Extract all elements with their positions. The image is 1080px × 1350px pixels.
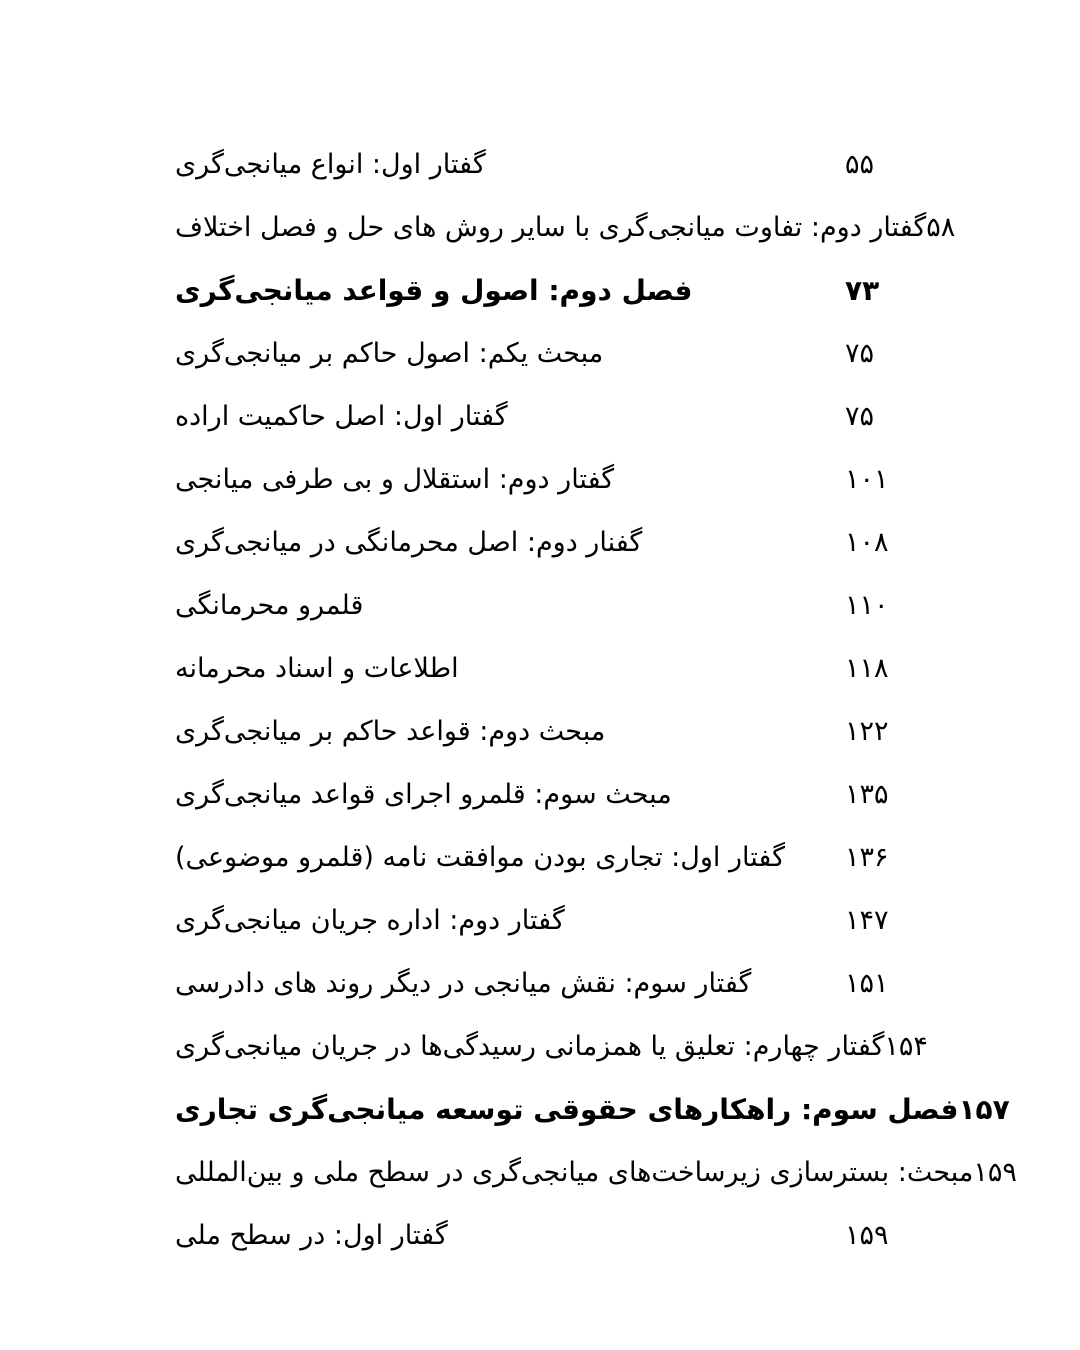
toc-entry-row[interactable] (175, 700, 915, 763)
toc-entry-row[interactable] (175, 1204, 915, 1267)
toc-entry-row[interactable] (175, 1141, 1017, 1204)
toc-entry-title: گفتار اول: انواع میانجی‌گری (175, 149, 486, 180)
toc-entry-page-number: ۱۱۰ (845, 590, 889, 621)
toc-entry-page-number: ۱۰۸ (845, 527, 889, 558)
toc-entry-title: فصل سوم: راهکارهای حقوقی توسعه میانجی‌گری تجاری (175, 1093, 959, 1126)
toc-entry-row[interactable] (175, 637, 915, 700)
toc-entry-title: اطلاعات و اسناد محرمانه (175, 653, 459, 684)
toc-chapter-row[interactable] (175, 259, 915, 322)
toc-entry-title: گفتار دوم: اداره جریان میانجی‌گری (175, 905, 565, 936)
toc-entry-page-number: ۱۵۹ (973, 1157, 1017, 1188)
toc-entry-page-number: ۱۵۷ (958, 1093, 1010, 1126)
toc-entry-title: مبحث سوم: قلمرو اجرای قواعد میانجی‌گری (175, 779, 672, 810)
toc-entry-title: گفتار اول: تجاری بودن موافقت نامه (قلمرو موضوعی) (175, 842, 785, 873)
toc-entry-row[interactable] (175, 448, 915, 511)
toc-entry-title: مبحث: بسترسازی زیرساخت‌های میانجی‌گری در سطح ملی و بین‌المللی (175, 1157, 974, 1188)
toc-entry-title: گفتار اول: اصل حاکمیت اراده (175, 401, 508, 432)
toc-entry-page-number: ۷۵ (845, 338, 875, 369)
toc-entry-title: گفنار دوم: اصل محرمانگی در میانجی‌گری (175, 527, 643, 558)
toc-entry-row[interactable] (175, 889, 915, 952)
toc-entry-title: گفتار دوم: تفاوت میانجی‌گری با سایر روش های حل و فصل اختلاف (175, 212, 927, 243)
toc-entry-row[interactable] (175, 826, 915, 889)
toc-entry-title: گفتار دوم: استقلال و بی طرفی میانجی (175, 464, 615, 495)
toc-entry-row[interactable] (175, 196, 956, 259)
toc-entry-row[interactable] (175, 763, 915, 826)
table-of-contents-list (0, 133, 1080, 1267)
toc-entry-row[interactable] (175, 1015, 928, 1078)
toc-entry-page-number: ۵۵ (845, 149, 875, 180)
toc-entry-page-number: ۱۰۱ (845, 464, 889, 495)
toc-entry-title: مبحث دوم: قواعد حاکم بر میانجی‌گری (175, 716, 606, 747)
toc-entry-page-number: ۱۳۵ (845, 779, 889, 810)
toc-entry-title: گفتار اول: در سطح ملی (175, 1220, 448, 1251)
toc-entry-page-number: ۱۵۴ (884, 1031, 928, 1062)
toc-entry-page-number: ۱۴۷ (845, 905, 889, 936)
toc-chapter-row[interactable] (175, 1078, 1010, 1141)
toc-entry-page-number: ۱۳۶ (845, 842, 889, 873)
toc-entry-page-number: ۵۸ (926, 212, 956, 243)
toc-entry-row[interactable] (175, 133, 915, 196)
toc-entry-row[interactable] (175, 385, 915, 448)
toc-entry-row[interactable] (175, 511, 915, 574)
toc-entry-title: مبحث یکم: اصول حاکم بر میانجی‌گری (175, 338, 604, 369)
toc-entry-row[interactable] (175, 574, 915, 637)
toc-entry-page-number: ۷۳ (845, 274, 880, 307)
toc-entry-row[interactable] (175, 322, 915, 385)
toc-entry-row[interactable] (175, 952, 915, 1015)
toc-entry-page-number: ۱۱۸ (845, 653, 889, 684)
toc-entry-page-number: ۱۵۹ (845, 1220, 889, 1251)
toc-entry-title: قلمرو محرمانگی (175, 590, 364, 621)
toc-entry-title: فصل دوم: اصول و قواعد میانجی‌گری (175, 274, 693, 307)
toc-entry-page-number: ۱۵۱ (845, 968, 889, 999)
toc-entry-title: گفتار سوم: نقش میانجی در دیگر روند های دادرسی (175, 968, 752, 999)
toc-entry-page-number: ۱۲۲ (845, 716, 889, 747)
toc-entry-page-number: ۷۵ (845, 401, 875, 432)
toc-entry-title: گفتار چهارم: تعلیق یا همزمانی رسیدگی‌ها در جریان میانجی‌گری (175, 1031, 885, 1062)
